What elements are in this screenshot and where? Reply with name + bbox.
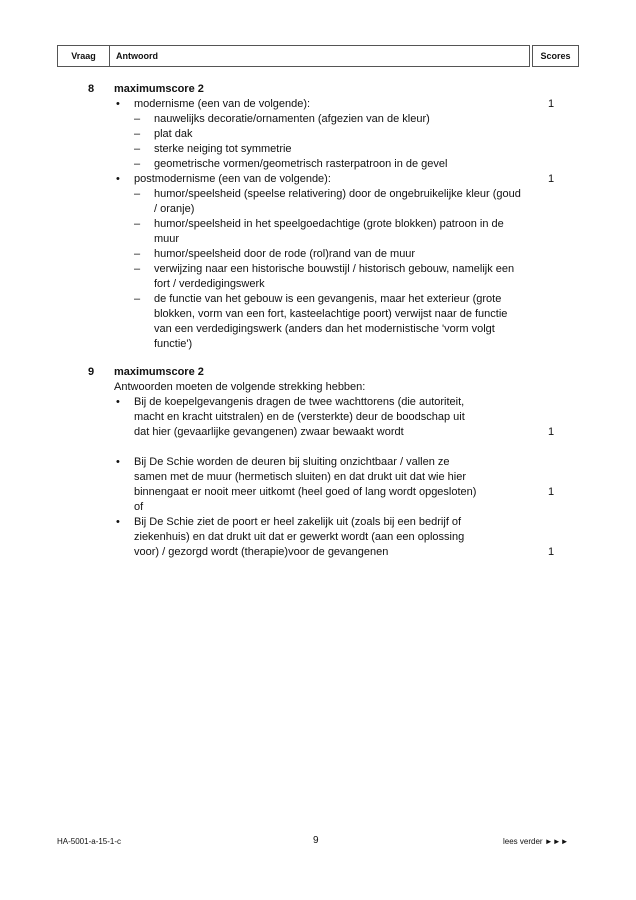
header-vraag: [57, 45, 110, 67]
sub-item-text: nauwelijks decoratie/ornamenten (afgezien van de kleur): [154, 113, 430, 125]
sub-item: [116, 127, 636, 142]
dash-icon: –: [134, 113, 141, 125]
point-line-text: voor) / gezorgd wordt (therapie)voor de gevangenen: [134, 546, 389, 558]
bullet-icon: •: [116, 396, 120, 408]
score: 1: [548, 426, 555, 438]
sub-item-text: humor/speelsheid in het speelgoedachtige (grote blokken) patroon in de muur: [154, 218, 504, 245]
bullet-icon: •: [116, 173, 120, 185]
sub-item-text: de functie van het gebouw is een gevangenis, maar het exterieur (grote blokken, vorm van een fort, kasteelachtige poort) verwijst naar de functie van een verdedigingswerk (anders dan het modernistische 'vorm volgt functie'): [154, 293, 508, 350]
dash-icon: –: [134, 293, 141, 305]
point-line: Bij De Schie worden de deuren bij sluiting onzichtbaar / vallen ze: [134, 456, 450, 468]
dash-icon: –: [134, 218, 141, 230]
score: 1: [548, 173, 555, 185]
question-title: maximumscore 2: [114, 83, 204, 95]
bullet-postmodernisme: [116, 172, 636, 187]
sub-item: [116, 262, 636, 292]
dash-icon: –: [134, 188, 141, 200]
or-text: of: [134, 501, 144, 513]
point-line-text: dat hier (gevaarlijke gevangenen) zwaar bewaakt wordt: [134, 426, 404, 438]
question-9: [0, 365, 636, 560]
dash-icon: –: [134, 128, 141, 140]
question-title: maximumscore 2: [114, 366, 204, 378]
sub-item-text: verwijzing naar een historische bouwstijl / historisch gebouw, namelijk een fort / verdedigingswerk: [154, 263, 515, 290]
dash-icon: –: [134, 248, 141, 260]
point-line-text: binnengaat er nooit meer uitkomt (heel goed of lang wordt opgesloten): [134, 486, 477, 498]
score: 1: [548, 546, 555, 558]
sub-item: [116, 217, 636, 247]
dash-icon: –: [134, 158, 141, 170]
sub-item: [116, 247, 636, 262]
next-page-indicator: lees verder ►►►: [503, 837, 569, 846]
sub-item: [116, 112, 636, 127]
header-scores-label: Scores: [540, 51, 571, 61]
point-line: [134, 545, 555, 560]
dash-icon: –: [134, 263, 141, 275]
point-line: Bij De Schie ziet de poort er heel zakelijk uit (zoals bij een bedrijf of: [134, 516, 462, 528]
bullet-icon: •: [116, 516, 120, 528]
point-line: [134, 425, 555, 440]
page-number: 9: [313, 835, 319, 846]
bullet-text: postmodernisme (een van de volgende):: [134, 173, 331, 185]
header-antwoord-label: Antwoord: [116, 51, 158, 61]
point-1: [116, 395, 636, 440]
header-vraag-label: Vraag: [71, 51, 96, 61]
dash-icon: –: [134, 143, 141, 155]
score: 1: [548, 98, 555, 110]
bullet-modernisme: [116, 97, 636, 112]
bullet-icon: •: [116, 98, 120, 110]
document-code: HA-5001-a-15-1-c: [57, 837, 122, 846]
question-number: 8: [88, 83, 95, 95]
point-line: ziekenhuis) en dat drukt uit dat er gewerkt wordt (aan een oplossing: [134, 531, 465, 543]
bullet-icon: •: [116, 456, 120, 468]
header-scores: [532, 45, 579, 67]
question-number: 9: [88, 366, 95, 378]
sub-item: [116, 157, 636, 172]
sub-item: [116, 187, 636, 217]
point-2: [116, 455, 636, 515]
sub-item: [116, 292, 636, 352]
question-8: [0, 82, 636, 352]
score: 1: [548, 486, 555, 498]
point-line: macht en kracht uitstralen) en de (versterkte) deur de boodschap uit: [134, 411, 465, 423]
sub-item-text: sterke neiging tot symmetrie: [154, 143, 292, 155]
sub-item: [116, 142, 636, 157]
question-intro: Antwoorden moeten de volgende strekking hebben:: [114, 381, 366, 393]
point-line: [134, 485, 555, 500]
answer-content: [0, 82, 636, 573]
header-antwoord: [110, 45, 530, 67]
sub-item-text: plat dak: [154, 128, 193, 140]
sub-item-text: geometrische vormen/geometrisch rasterpatroon in de gevel: [154, 158, 448, 170]
point-3: [116, 515, 636, 560]
bullet-text: modernisme (een van de volgende):: [134, 98, 311, 110]
point-line: Bij de koepelgevangenis dragen de twee wachttorens (die autoriteit,: [134, 396, 465, 408]
point-line: samen met de muur (hermetisch sluiten) en dat drukt uit dat wie hier: [134, 471, 466, 483]
sub-item-text: humor/speelsheid door de rode (rol)rand van de muur: [154, 248, 416, 260]
sub-item-text: humor/speelsheid (speelse relativering) door de ongebruikelijke kleur (goud / oranje): [154, 188, 521, 215]
